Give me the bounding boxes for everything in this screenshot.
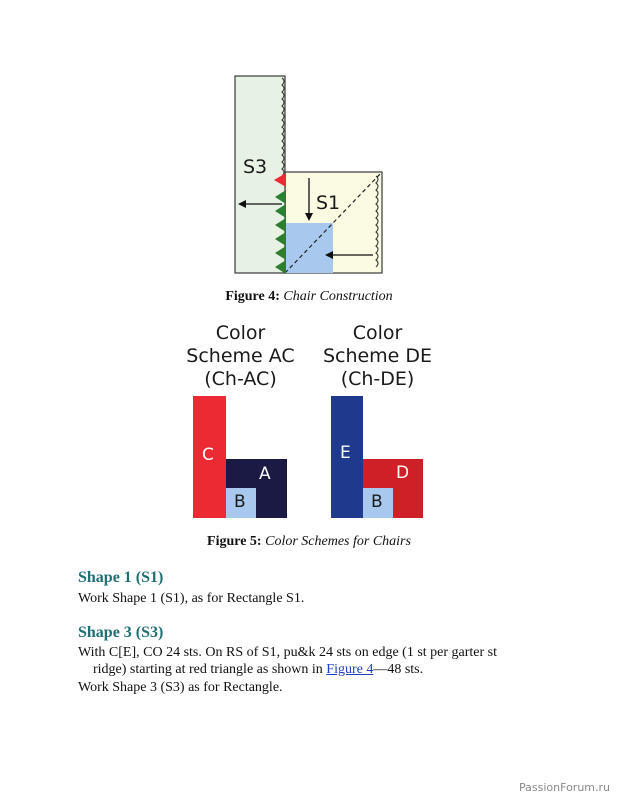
shape-3-line3: Work Shape 3 (S3) as for Rectangle. [78,680,283,695]
scheme-ac-title [168,322,313,391]
figure-4-caption [0,289,618,305]
scheme-de-title [305,322,450,391]
de-block-d-label: D [396,463,410,483]
s3-label: S3 [243,156,268,178]
scheme-ac-title-line3: (Ch-AC) [204,368,277,390]
scheme-de-title-line1: Color [352,322,403,344]
figure-4-link[interactable]: Figure 4 [326,662,374,677]
figure-5-caption [0,534,618,550]
figure-4-caption-number: Figure 4: [225,289,280,304]
figure-5-caption-text: Color Schemes for Chairs [265,534,411,549]
shape-3-heading: Shape 3 (S3) [78,624,164,641]
scheme-ac-title-line2: Scheme AC [186,345,295,367]
s1-label: S1 [316,192,341,214]
shape-3-line1: With C[E], CO 24 sts. On RS of S1, pu&k 24 sts on edge (1 st per garter st [78,645,498,660]
de-block-e-label: E [340,443,351,463]
figure-5-caption-number: Figure 5: [207,534,262,549]
scheme-ac-title-line1: Color [215,322,266,344]
watermark: PassionForum.ru [519,781,610,794]
shape-1-heading: Shape 1 (S1) [78,569,164,586]
shape-3-line2 [93,660,423,679]
scheme-de-title-line3: (Ch-DE) [340,368,415,390]
ac-block-c-label: C [202,445,214,465]
ac-block-a-label: A [259,464,271,484]
shape-3-line2-pre: ridge) starting at red triangle as shown in [93,662,327,677]
figure-4-caption-text: Chair Construction [283,289,393,304]
scheme-de-title-line2: Scheme DE [322,345,433,367]
shape-1-text: Work Shape 1 (S1), as for Rectangle S1. [78,591,305,606]
de-block-b-label: B [371,492,383,512]
ac-block-b-label: B [234,492,246,512]
chair-construction-diagram [230,72,390,278]
shape-3-line2-post: —48 sts. [373,662,424,677]
